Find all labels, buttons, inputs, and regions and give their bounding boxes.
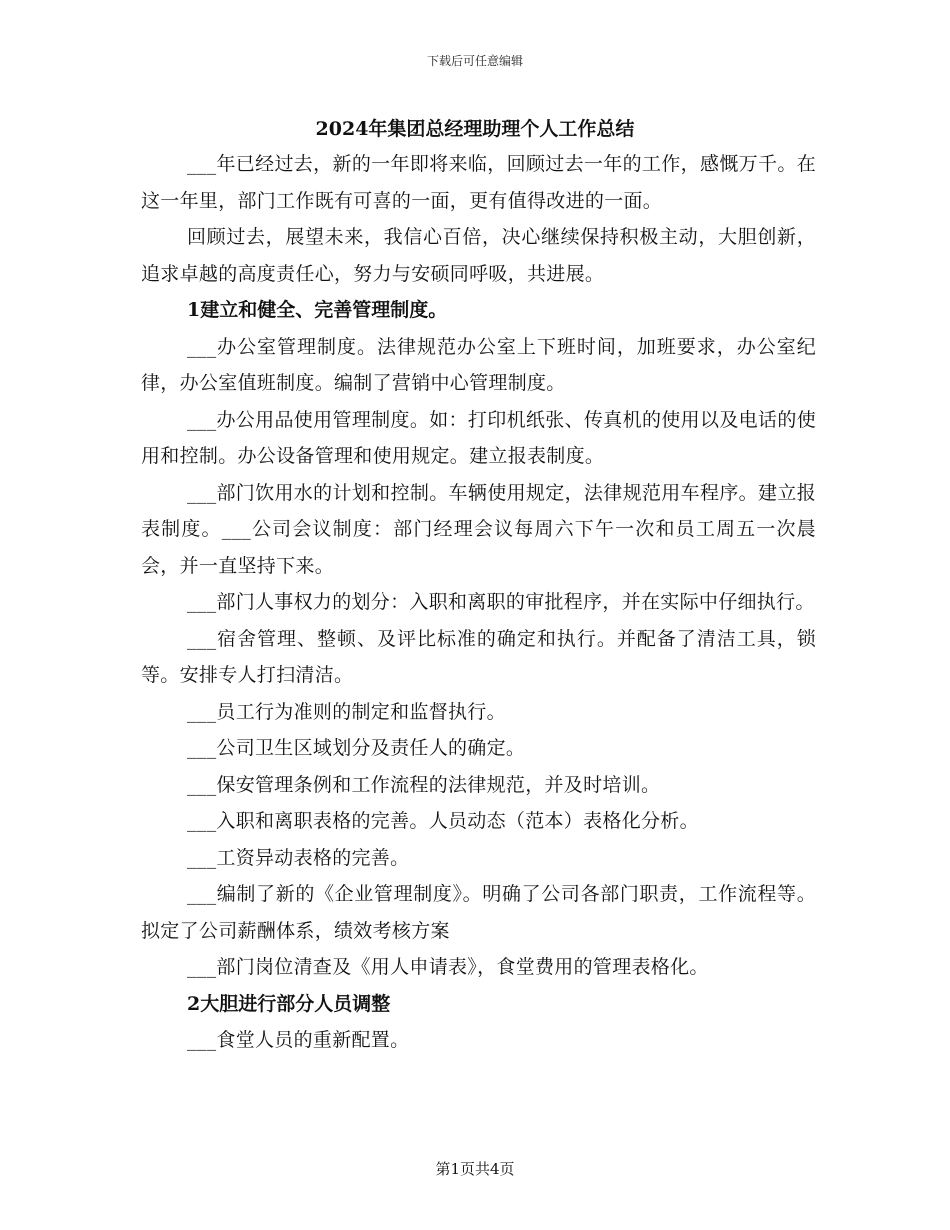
document-title: 2024年集团总经理助理个人工作总结: [315, 118, 635, 140]
paragraph: ___编制了新的《企业管理制度》。明确了公司各部门职责，工作流程等。拟定了公司薪酬体系，绩效考核方案: [141, 883, 816, 942]
paragraph: ___年已经过去，新的一年即将来临，回顾过去一年的工作，感慨万千。在这一年里，部门工作既有可喜的一面，更有值得改进的一面。: [141, 153, 816, 212]
paragraph: ___保安管理条例和工作流程的法律规范，并及时培训。: [187, 773, 661, 796]
paragraph: ___入职和离职表格的完善。人员动态（范本）表格化分析。: [187, 810, 699, 832]
paragraph: ___办公用品使用管理制度。如：打印机纸张、传真机的使用以及电话的使用和控制。办公设备管理和使用规定。建立报表制度。: [141, 408, 816, 467]
header-note: 下载后可任意编辑: [426, 54, 523, 68]
page-footer: 第1页共4页: [435, 1160, 515, 1178]
section-heading: 1建立和健全、完善管理制度。: [187, 299, 448, 321]
paragraph: 回顾过去，展望未来，我信心百倍，决心继续保持积极主动，大胆创新，追求卓越的高度责任心，努力与安硕同呼吸，共进展。: [141, 226, 816, 285]
paragraph: ___公司卫生区域划分及责任人的确定。: [187, 737, 526, 759]
paragraph: ___部门人事权力的划分：入职和离职的审批程序，并在实际中仔细执行。: [187, 591, 815, 613]
paragraph: ___食堂人员的重新配置。: [187, 1029, 410, 1051]
paragraph: ___宿舍管理、整顿、及评比标准的确定和执行。并配备了清洁工具，锁等。安排专人打扫清洁。: [141, 627, 816, 686]
paragraph: ___办公室管理制度。法律规范办公室上下班时间，加班要求，办公室纪律，办公室值班制度。编制了营销中心管理制度。: [141, 335, 816, 394]
document-body: [141, 146, 816, 1059]
paragraph: ___工资异动表格的完善。: [187, 846, 410, 869]
paragraph: ___部门饮用水的计划和控制。车辆使用规定，法律规范用车程序。建立报表制度。___公司会议制度：部门经理会议每周六下午一次和员工周五一次晨会，并一直坚持下来。: [141, 481, 816, 577]
section-heading: 2大胆进行部分人员调整: [187, 992, 391, 1015]
paragraph: ___员工行为准则的制定和监督执行。: [187, 700, 506, 723]
paragraph: ___部门岗位清查及《用人申请表》，食堂费用的管理表格化。: [187, 956, 709, 978]
